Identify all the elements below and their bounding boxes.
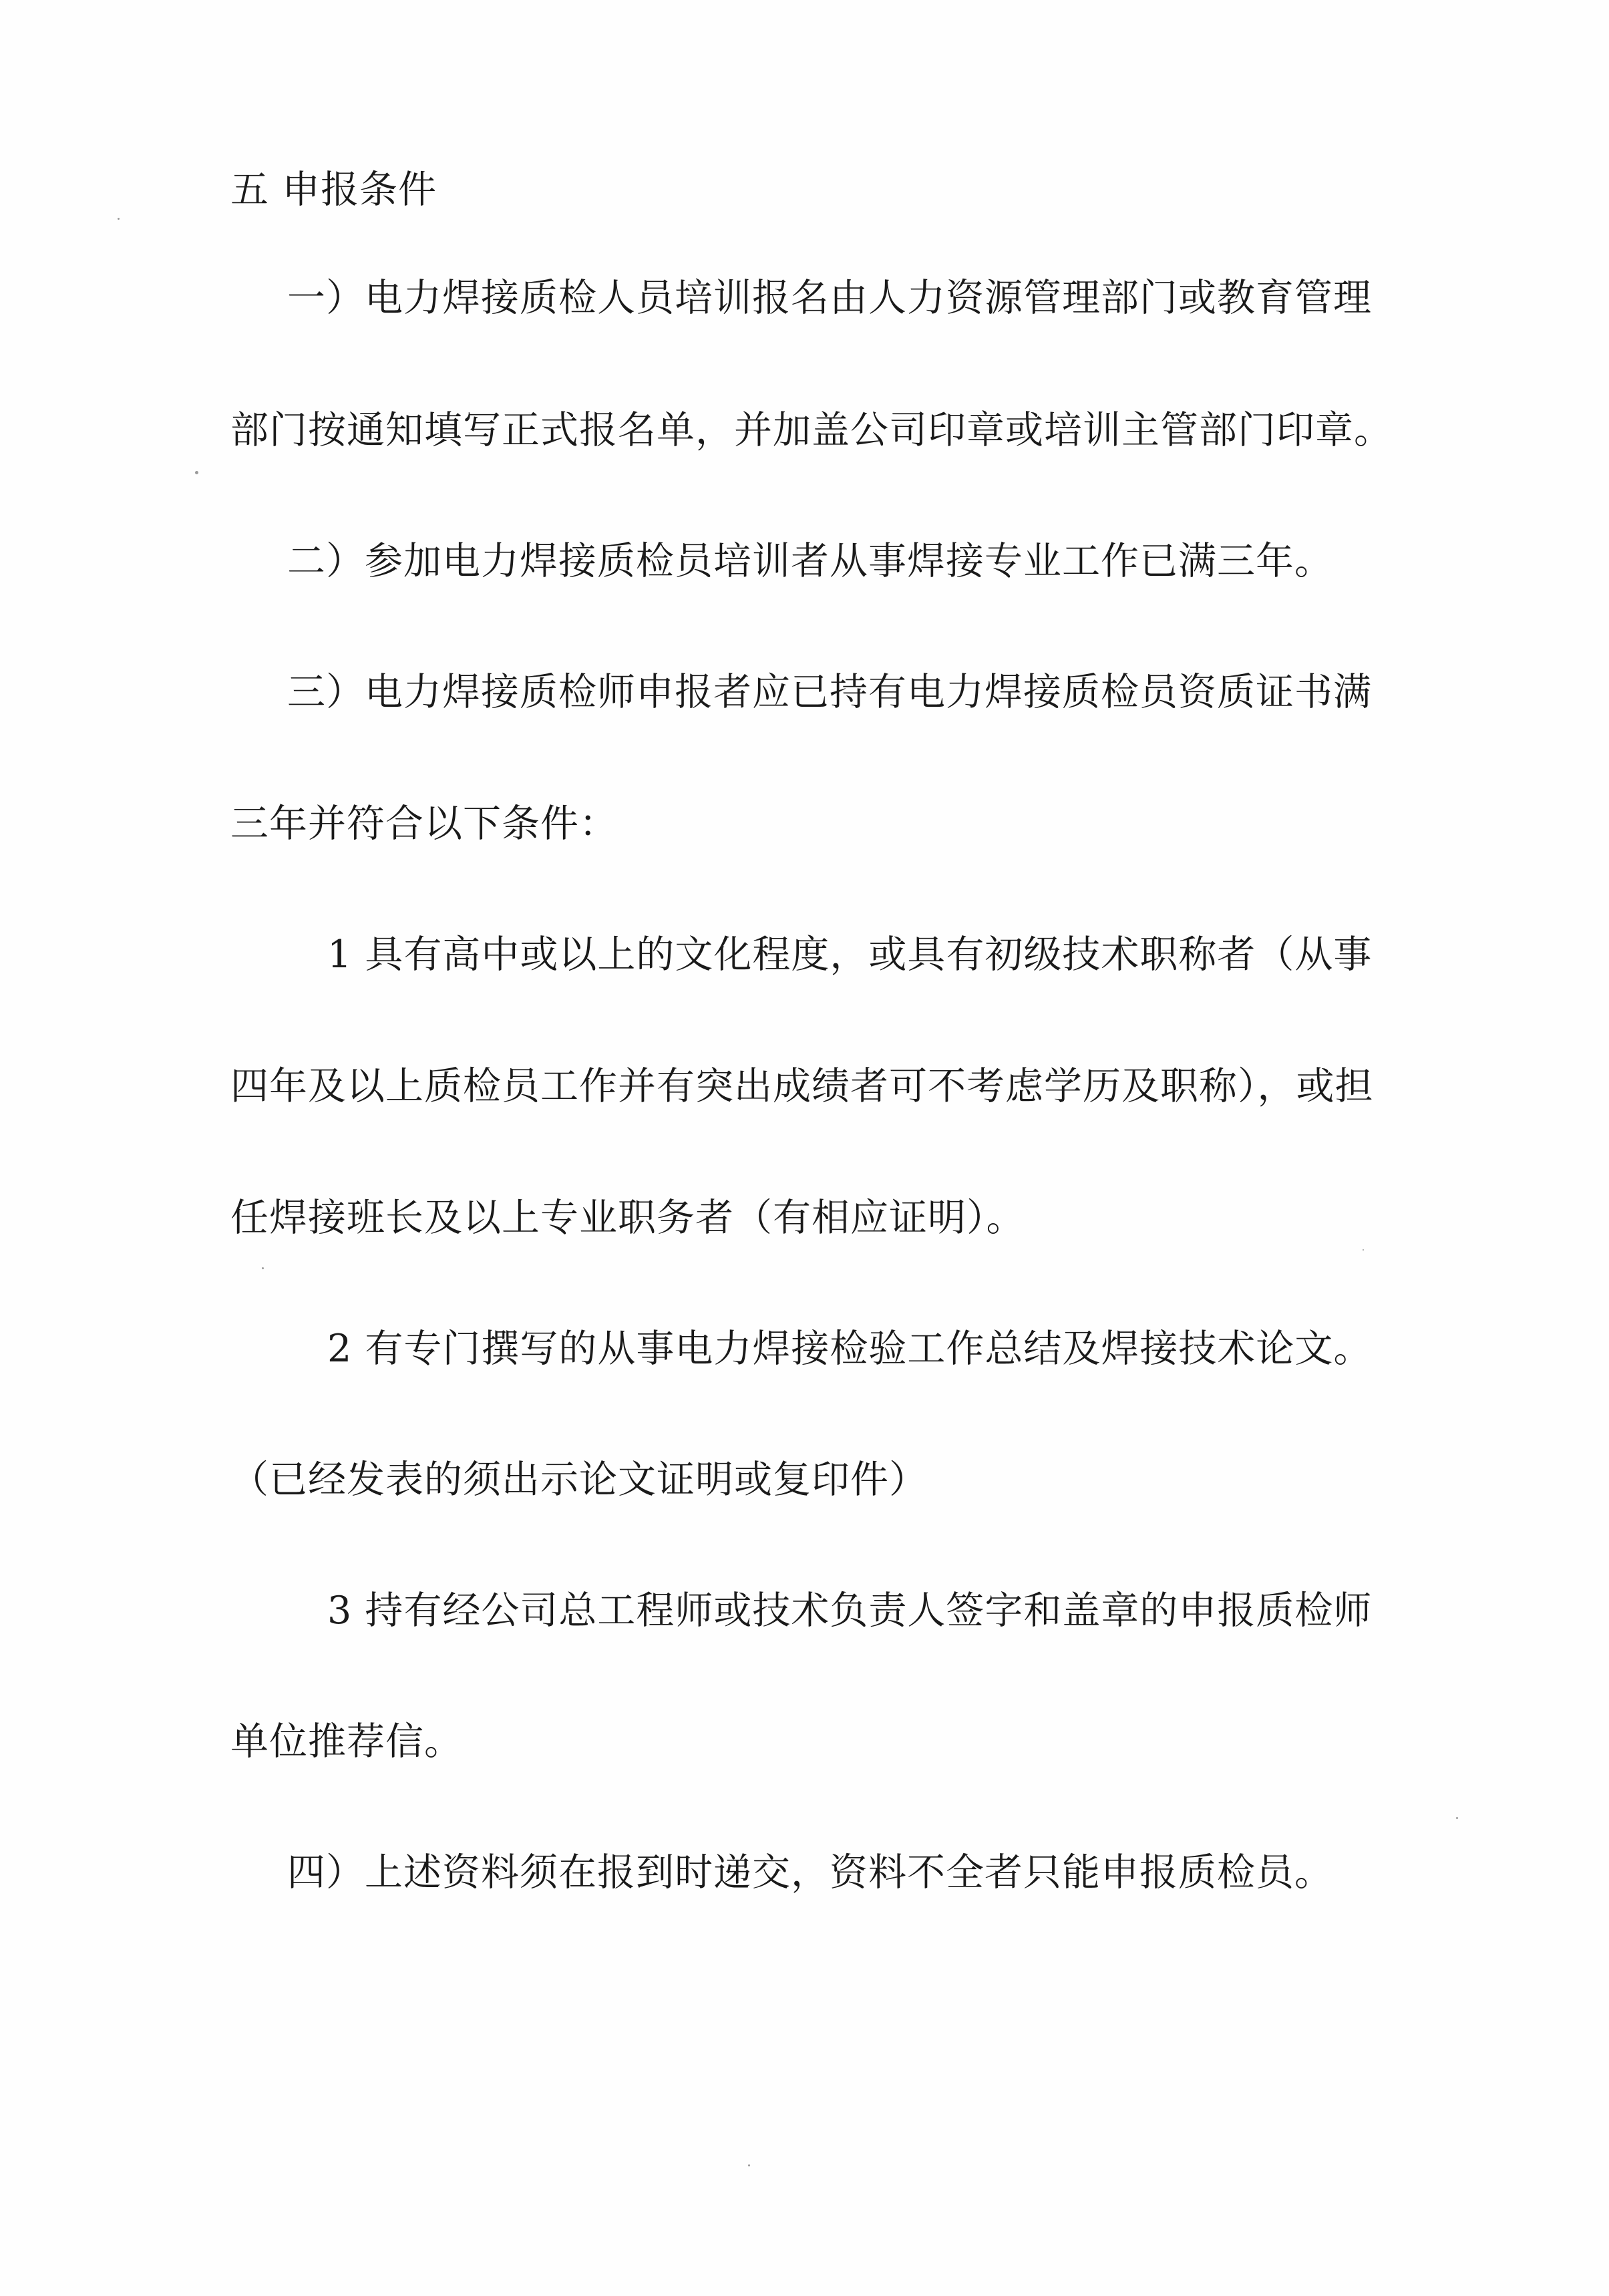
condition-1-line-3: 任焊接班长及以上专业职务者（有相应证明）。: [230, 1196, 1025, 1240]
scan-speck: [1363, 1249, 1364, 1251]
scan-speck: [748, 2164, 750, 2166]
condition-3-line-1: 3 持有经公司总工程师或技术负责人签字和盖章的申报质检师: [327, 1589, 1373, 1633]
scan-speck: [118, 218, 120, 220]
item-1-line-1: 一）电力焊接质检人员培训报名由人力资源管理部门或教育管理: [287, 276, 1372, 320]
item-2-line-1: 二）参加电力焊接质检员培训者从事焊接专业工作已满三年。: [287, 539, 1333, 583]
condition-1-line-2: 四年及以上质检员工作并有突出成绩者可不考虑学历及职称），或担: [230, 1064, 1374, 1108]
item-3-line-1: 三）电力焊接质检师申报者应已持有电力焊接质检员资质证书满: [287, 670, 1372, 714]
scan-speck: [262, 1267, 264, 1269]
condition-2-line-2: （已经发表的须出示论文证明或复印件）: [230, 1458, 928, 1502]
section-heading: 五 申报条件: [230, 168, 437, 212]
scan-speck: [195, 471, 198, 474]
condition-2-line-1: 2 有专门撰写的从事电力焊接检验工作总结及焊接技术论文。: [327, 1327, 1373, 1371]
item-1-line-2: 部门按通知填写正式报名单，并加盖公司印章或培训主管部门印章。: [230, 408, 1393, 452]
scan-speck: [1456, 1817, 1458, 1819]
condition-1-line-1: 1 具有高中或以上的文化程度，或具有初级技术职称者（从事: [327, 933, 1373, 977]
item-4-line-1: 四）上述资料须在报到时递交，资料不全者只能申报质检员。: [287, 1850, 1333, 1895]
item-3-line-2: 三年并符合以下条件：: [230, 802, 618, 846]
condition-3-line-2: 单位推荐信。: [230, 1719, 463, 1764]
